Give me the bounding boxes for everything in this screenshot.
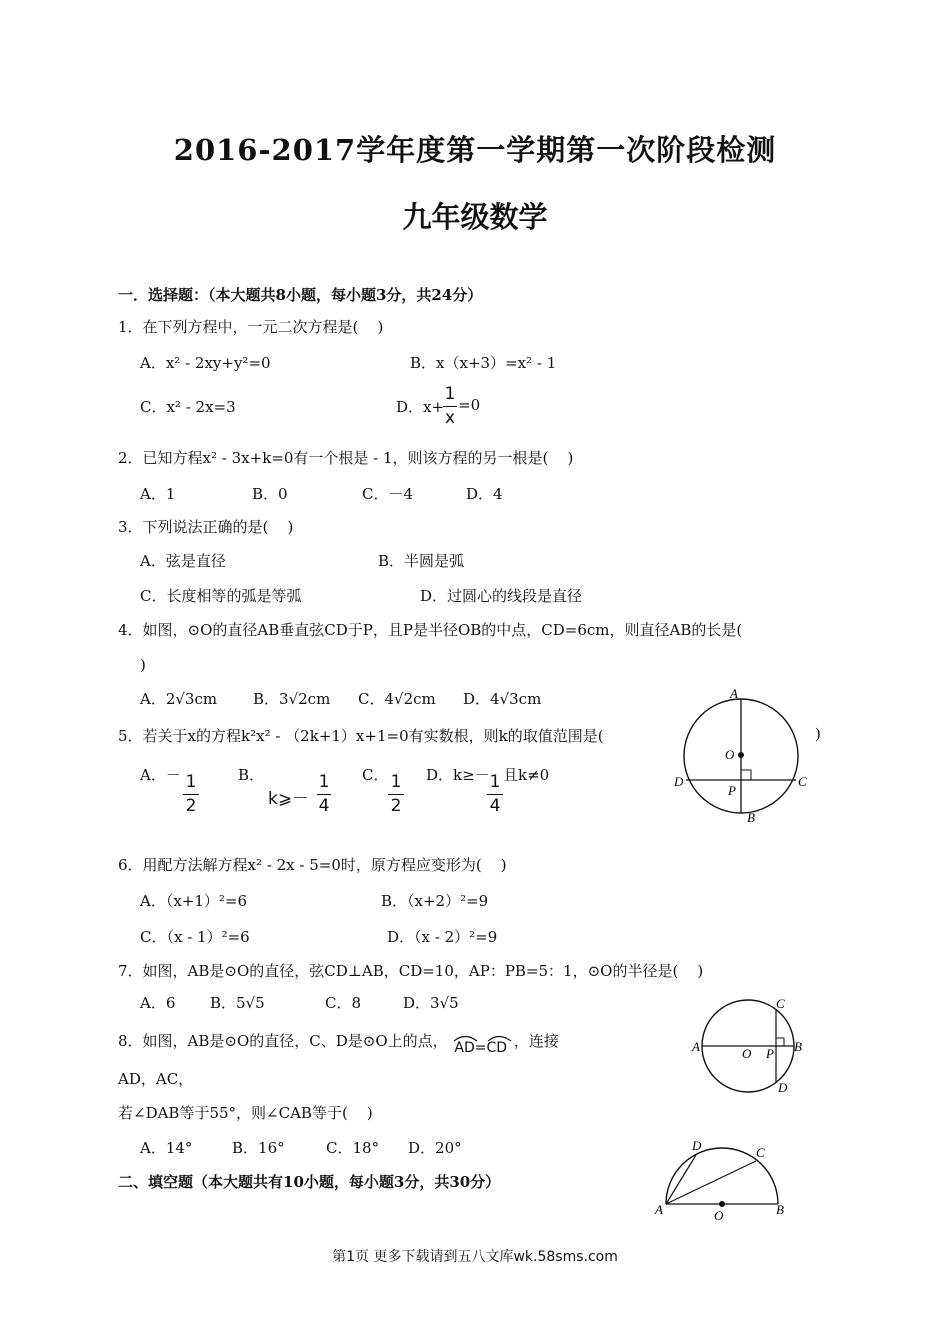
fig2-right-angle <box>776 1038 784 1046</box>
fig3-label-c: C <box>756 1145 765 1160</box>
fig3-label-d: D <box>692 1138 702 1153</box>
q4-stem-cont: ) <box>140 656 146 674</box>
q4-option-a: A．2√3cm <box>140 690 218 708</box>
fig2-label-d: D <box>778 1080 788 1094</box>
fig2-label-p: P <box>766 1046 774 1061</box>
fig1-label-a: A <box>730 686 738 701</box>
q1-d-num: 1 <box>444 384 456 404</box>
q5-d-fraction <box>487 774 503 815</box>
fig2-label-a: A <box>692 1039 700 1054</box>
figure-q8-semicircle <box>652 1136 794 1226</box>
q2-option-b: B．0 <box>252 485 288 503</box>
figure-q7-circle <box>690 996 810 1094</box>
q8-arc-text: AD=CD <box>454 1040 508 1056</box>
fig1-right-angle <box>741 770 751 780</box>
q7-option-c: C．8 <box>325 994 362 1012</box>
q6-option-c: C．（x - 1）²=6 <box>140 928 250 946</box>
fig1-label-c: C <box>798 774 807 789</box>
q8-arc-marks <box>452 1032 514 1042</box>
fig3-label-b: B <box>776 1202 784 1217</box>
q2-option-c: C．－4 <box>362 485 414 503</box>
figure-q4-circle <box>668 686 818 824</box>
q5-c-num: 1 <box>390 772 402 792</box>
q7-option-b: B．5√5 <box>210 994 265 1012</box>
q5-d-num: 1 <box>489 772 501 792</box>
fig3-label-a: A <box>655 1202 663 1217</box>
fig1-center-dot <box>738 752 744 758</box>
q5-b-num: 1 <box>318 772 330 792</box>
q2-stem: 2．已知方程x² - 3x+k=0有一个根是 - 1，则该方程的另一根是( ) <box>118 449 574 467</box>
section2-heading: 二、填空题（本大题共有10小题，每小题3分，共30分） <box>118 1173 501 1191</box>
fig1-label-d: D <box>674 774 684 789</box>
q5-option-a: A．－ <box>140 766 181 784</box>
q5-b-fraction <box>317 774 331 815</box>
q4-option-b: B．3√2cm <box>253 690 331 708</box>
q6-stem: 6．用配方法解方程x² - 2x - 5=0时，原方程应变形为( ) <box>118 856 507 874</box>
q7-stem: 7．如图，AB是⊙O的直径，弦CD⊥AB，CD=10，AP：PB=5：1，⊙O的半径是( ) <box>118 962 704 980</box>
q3-option-b: B．半圆是弧 <box>378 552 465 570</box>
fig1-label-p: P <box>728 783 736 798</box>
fig2-label-c: C <box>776 996 785 1011</box>
q2-option-d: D．4 <box>466 485 503 503</box>
q1-option-d-tail: =0 <box>458 396 481 414</box>
q3-stem: 3．下列说法正确的是( ) <box>118 518 294 536</box>
q5-option-b: B． <box>238 766 265 784</box>
q7-option-a: A．6 <box>140 994 176 1012</box>
q5-option-b-expr: k⩾－ <box>268 789 310 809</box>
q4-option-c: C．4√2cm <box>358 690 436 708</box>
q8-stem <box>118 1030 559 1056</box>
q8-stem-start: 8．如图，AB是⊙O的直径，C、D是⊙O上的点， <box>118 1032 448 1050</box>
page-footer: 第1页 更多下载请到五八文库wk.58sms.com <box>332 1249 618 1265</box>
page-title: 2016-2017学年度第一学期第一次阶段检测 <box>173 133 777 167</box>
q1-stem: 1．在下列方程中，一元二次方程是( ) <box>118 318 384 336</box>
fig2-label-b: B <box>794 1039 802 1054</box>
fig1-label-o: O <box>725 747 735 762</box>
q8-option-a: A．14° <box>140 1139 193 1157</box>
q5-d-den: 4 <box>489 796 501 816</box>
q8-option-d: D．20° <box>408 1139 462 1157</box>
q5-a-num: 1 <box>185 772 197 792</box>
q4-stem: 4．如图，⊙O的直径AB垂直弦CD于P，且P是半径OB的中点，CD=6cm，则直径AB的长是( <box>118 621 743 639</box>
q8-stem-line3: 若∠DAB等于55°，则∠CAB等于( ) <box>118 1104 373 1122</box>
fig2-label-o: O <box>742 1046 752 1061</box>
page-subtitle: 九年级数学 <box>402 200 548 234</box>
q8-option-b: B．16° <box>232 1139 285 1157</box>
q8-stem-tail: ，连接 <box>513 1032 559 1050</box>
q5-c-den: 2 <box>390 796 402 816</box>
q1-d-den: x <box>444 408 456 428</box>
q5-a-fraction <box>183 774 199 815</box>
q5-a-den: 2 <box>185 796 197 816</box>
q5-stem: 5．若关于x的方程k²x² - （2k+1）x+1=0有实数根，则k的取值范围是( <box>118 727 604 745</box>
q5-b-den: 4 <box>318 796 330 816</box>
q7-option-d: D．3√5 <box>403 994 459 1012</box>
q2-option-a: A．1 <box>140 485 176 503</box>
q1-option-b: B．x（x+3）=x² - 1 <box>410 354 557 372</box>
fig3-center-dot <box>719 1201 725 1207</box>
fig1-label-b: B <box>747 810 755 824</box>
section1-heading: 一．选择题：（本大题共8小题，每小题3分，共24分） <box>118 286 483 304</box>
q8-stem-line2: AD，AC， <box>118 1070 194 1088</box>
q3-option-c: C．长度相等的弧是等弧 <box>140 587 302 605</box>
q6-option-b: B．（x+2）²=9 <box>381 892 489 910</box>
q3-option-d: D．过圆心的线段是直径 <box>420 587 583 605</box>
q1-d-fraction <box>443 386 457 427</box>
q1-option-c: C．x² - 2x=3 <box>140 398 236 416</box>
q6-option-d: D．（x - 2）²=9 <box>387 928 498 946</box>
q5-c-fraction <box>388 774 404 815</box>
q6-option-a: A．（x+1）²=6 <box>140 892 248 910</box>
q3-option-a: A．弦是直径 <box>140 552 226 570</box>
q8-arc-equation <box>452 1040 509 1056</box>
q5-stem-end: ) <box>815 725 821 743</box>
q5-option-d-tail: 且k≠0 <box>503 766 550 784</box>
q1-option-d: D．x+ <box>396 398 445 416</box>
q5-option-d: D．k≥－ <box>426 766 490 784</box>
q4-option-d: D．4√3cm <box>463 690 542 708</box>
q5-option-c: C． <box>362 766 389 784</box>
q8-option-c: C．18° <box>326 1139 380 1157</box>
q1-option-a: A．x² - 2xy+y²=0 <box>140 354 271 372</box>
fig3-label-o: O <box>714 1208 724 1223</box>
